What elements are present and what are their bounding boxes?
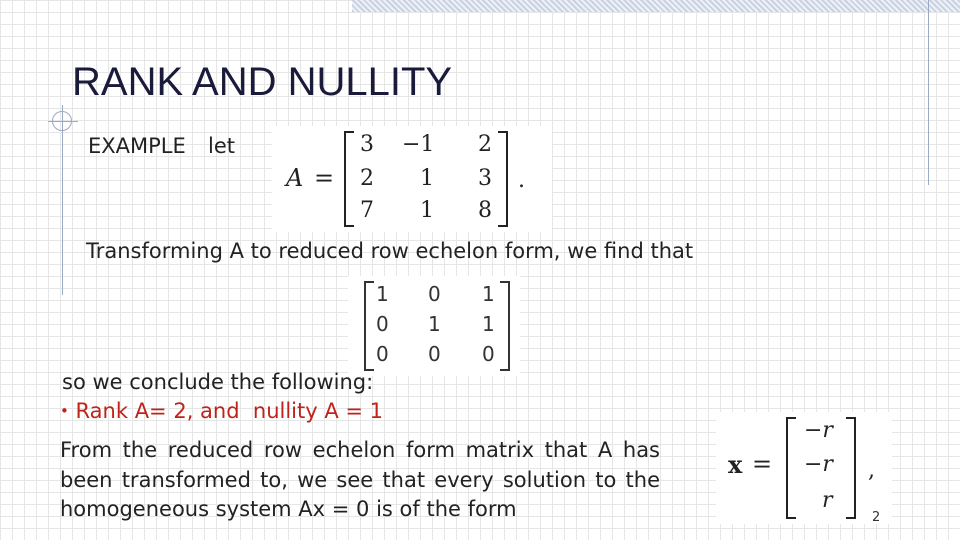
solution-vector — [716, 412, 892, 524]
vector-entry: r — [822, 488, 833, 513]
matrix-a-cell: 2 — [478, 132, 492, 157]
matrix-a-cell: 1 — [420, 166, 434, 191]
example-label: EXAMPLE — [88, 134, 186, 158]
rref-cell: 0 — [428, 342, 441, 366]
right-accent-line — [928, 0, 929, 185]
title-circle-mark — [52, 111, 72, 131]
bullet-rank-nullity — [60, 399, 383, 423]
rref-cell: 0 — [428, 282, 441, 306]
let-label: let — [208, 134, 235, 158]
rref-cell: 1 — [428, 312, 441, 336]
vector-comma: , — [868, 458, 875, 483]
rref-cell: 0 — [482, 342, 495, 366]
matrix-a-name: A — [286, 164, 304, 192]
matrix-a-equation — [272, 126, 552, 232]
matrix-a-cell: 1 — [420, 198, 434, 223]
rref-cell: 1 — [376, 282, 389, 306]
matrix-a-cell: 3 — [360, 132, 374, 157]
matrix-a-cell: 3 — [478, 166, 492, 191]
matrix-a-equals: = — [314, 164, 335, 192]
matrix-a-cell: −1 — [402, 132, 435, 157]
matrix-a-cell: 7 — [360, 198, 374, 223]
matrix-a-period: . — [518, 168, 525, 193]
rref-matrix — [348, 276, 520, 376]
bullet-symbol: • — [60, 402, 69, 420]
vector-x-name: x — [728, 450, 743, 479]
rref-left-bracket — [362, 280, 376, 372]
rref-cell: 1 — [482, 312, 495, 336]
matrix-a-cell: 2 — [360, 166, 374, 191]
slide-title: RANK AND NULLITY — [72, 60, 453, 104]
bullet-text: Rank A= 2, and nullity A = 1 — [75, 399, 384, 423]
solution-paragraph: From the reduced row echelon form matrix that A has been transformed to, we see that every solution to the homogeneous system Ax = 0 is of the form — [60, 438, 660, 521]
matrix-a-left-bracket — [342, 130, 356, 228]
matrix-a-cell: 8 — [478, 198, 492, 223]
matrix-a-right-bracket — [496, 130, 510, 228]
vector-right-bracket — [844, 416, 858, 520]
page-number: 2 — [872, 510, 881, 525]
transform-text: Transforming A to reduced row echelon form, we find that — [86, 239, 694, 263]
vector-entry: −r — [804, 418, 833, 443]
vector-equals: = — [752, 450, 773, 478]
rref-cell: 0 — [376, 342, 389, 366]
top-decorative-band — [352, 0, 960, 12]
left-accent-line — [62, 105, 63, 295]
rref-right-bracket — [498, 280, 512, 372]
vector-entry: −r — [804, 452, 833, 477]
conclude-text: so we conclude the following: — [62, 370, 374, 394]
vector-left-bracket — [784, 416, 798, 520]
rref-cell: 0 — [376, 312, 389, 336]
rref-cell: 1 — [482, 282, 495, 306]
